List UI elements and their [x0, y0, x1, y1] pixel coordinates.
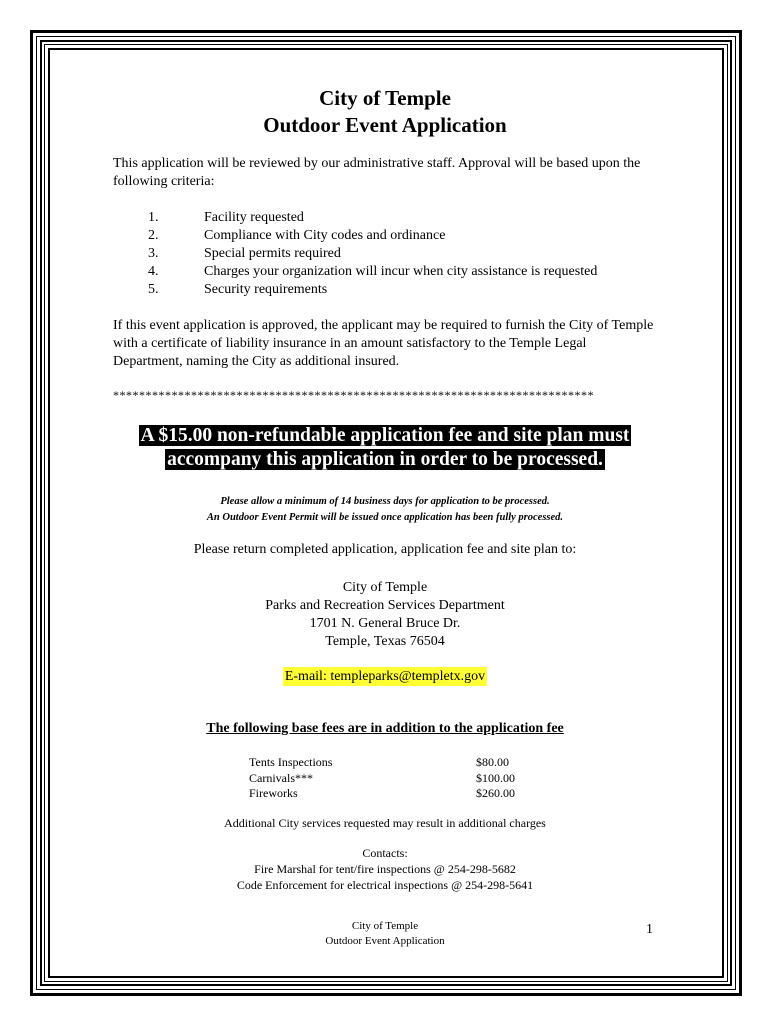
address-line: City of Temple: [342, 580, 428, 595]
separator-line: **************************************************************************: [113, 388, 594, 402]
fee-notice: [0, 424, 770, 472]
address-line: Parks and Recreation Services Department: [265, 598, 505, 613]
address-line: Temple, Texas 76504: [325, 634, 445, 649]
additional-services-note: Additional City services requested may result in additional charges: [224, 816, 546, 830]
insurance-paragraph: If this event application is approved, the applicant may be required to furnish the City of Temple with a certificate of liability insurance in an amount satisfactory to the Temple Legal Department, naming the City as additional insured.: [113, 318, 654, 369]
processing-note-2: An Outdoor Event Permit will be issued once application has been fully processed.: [206, 512, 564, 523]
footer-line: Outdoor Event Application: [325, 935, 445, 947]
address-line: 1701 N. General Bruce Dr.: [309, 616, 461, 631]
table-row: Carnivals*** $100.00: [249, 770, 515, 785]
list-item: 2. Compliance with City codes and ordinance: [148, 228, 446, 243]
base-fees-table: [249, 755, 549, 802]
document-title: City of Temple: [319, 86, 451, 110]
fee-notice-line2: accompany this application in order to be processed.: [167, 449, 603, 470]
footer-line: City of Temple: [351, 920, 419, 932]
address-block: [0, 579, 770, 651]
email-link[interactable]: E-mail: templeparks@templetx.gov: [284, 669, 486, 684]
criteria-list: [148, 209, 597, 299]
processing-note-1: Please allow a minimum of 14 business days for application to be processed.: [220, 496, 550, 507]
list-item: 1. Facility requested: [148, 210, 304, 225]
fee-notice-line1: A $15.00 non-refundable application fee and site plan must: [140, 425, 630, 446]
fire-marshal-contact: Fire Marshal for tent/fire inspections @ 254-298-5682: [254, 862, 516, 876]
page-footer: [0, 919, 770, 949]
email-container: [0, 668, 770, 686]
table-row: Fireworks $260.00: [249, 786, 515, 800]
page-number: 1: [646, 922, 653, 937]
list-item: 3. Special permits required: [148, 246, 341, 261]
intro-paragraph: This application will be reviewed by our administrative staff. Approval will be based upon the following criteria:: [113, 156, 641, 189]
list-item: 5. Security requirements: [148, 282, 328, 297]
contacts-block: [0, 845, 770, 893]
list-item: 4. Charges your organization will incur when city assistance is requested: [148, 264, 598, 279]
table-row: Tents Inspections $80.00: [249, 755, 509, 769]
contacts-heading: Contacts:: [362, 846, 408, 860]
document-subtitle: Outdoor Event Application: [263, 113, 507, 137]
code-enforcement-contact: Code Enforcement for electrical inspections @ 254-298-5641: [236, 878, 534, 892]
base-fees-heading: The following base fees are in addition to the application fee: [206, 721, 564, 736]
return-instructions: Please return completed application, application fee and site plan to:: [193, 542, 577, 557]
